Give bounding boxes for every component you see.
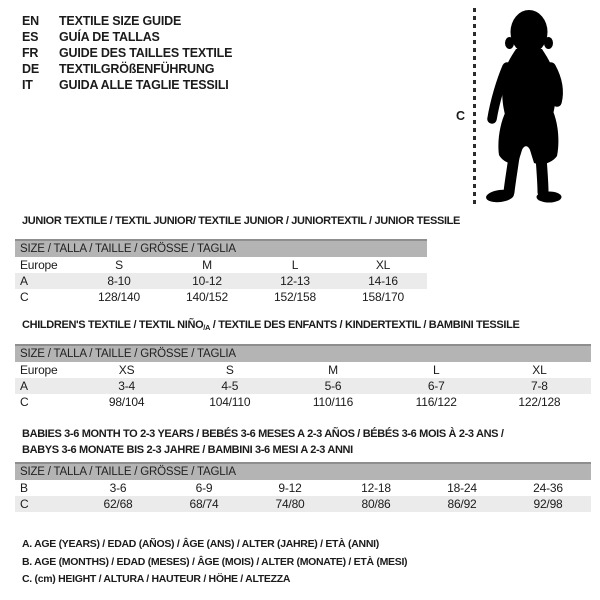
size-header-bar: SIZE / TALLA / TAILLE / GRÖSSE / TAGLIA	[15, 239, 427, 257]
table-cell: M	[202, 258, 212, 272]
language-code: FR	[22, 46, 39, 60]
table-cell: S	[115, 258, 123, 272]
children-section-title	[22, 319, 519, 332]
footnote-age-months: B. AGE (MONTHS) / EDAD (MESES) / ÂGE (MOIS) / ALTER (MONATE) / ETÀ (MESI)	[22, 555, 408, 568]
table-cell: 12-13	[280, 274, 310, 288]
table-cell: M	[328, 363, 338, 377]
table-row-height	[15, 496, 591, 512]
row-label: C	[20, 497, 29, 511]
table-cell: 3-4	[118, 379, 135, 393]
language-code: IT	[22, 78, 33, 92]
babies-section-title	[22, 426, 504, 458]
language-code: EN	[22, 14, 39, 28]
table-cell: 4-5	[221, 379, 239, 393]
table-row-age	[15, 378, 591, 394]
table-cell: 62/68	[103, 497, 133, 511]
size-header-bar: SIZE / TALLA / TAILLE / GRÖSSE / TAGLIA	[15, 344, 591, 362]
title-line-1: BABIES 3-6 MONTH TO 2-3 YEARS / BEBÉS 3-6 MESES A 2-3 AÑOS / BÉBÉS 3-6 MOIS À 2-3 ANS /	[22, 428, 504, 440]
table-row-months	[15, 480, 591, 496]
language-label: GUÍA DE TALLAS	[59, 30, 160, 44]
table-cell: L	[291, 258, 299, 272]
children-size-table	[15, 344, 591, 410]
language-row-es	[22, 29, 232, 45]
table-cell: 12-18	[361, 481, 391, 495]
row-label: C	[20, 395, 29, 409]
table-cell: 7-8	[531, 379, 548, 393]
row-label: Europe	[20, 363, 58, 377]
title-text: / TEXTILE DES ENFANTS / KINDERTEXTIL / BAMBINI TESSILE	[210, 319, 520, 331]
babies-size-table	[15, 462, 591, 512]
table-cell: 9-12	[278, 481, 302, 495]
footnote-age-years: A. AGE (YEARS) / EDAD (AÑOS) / ÂGE (ANS) / ALTER (JAHRE) / ETÀ (ANNI)	[22, 538, 379, 550]
table-cell: 6-9	[195, 481, 213, 495]
table-cell: 122/128	[518, 395, 561, 409]
table-cell: 152/158	[274, 290, 316, 304]
table-cell: 98/104	[108, 395, 145, 409]
size-header-bar: SIZE / TALLA / TAILLE / GRÖSSE / TAGLIA	[15, 462, 591, 480]
table-cell: 158/170	[362, 290, 404, 304]
language-label: TEXTILE SIZE GUIDE	[59, 14, 182, 28]
language-row-en	[22, 13, 232, 29]
table-cell: 18-24	[447, 481, 477, 495]
title-line-2: BABYS 3-6 MONATE BIS 2-3 JAHRE / BAMBINI 3-6 MESI A 2-3 ANNI	[22, 444, 353, 456]
table-cell: XL	[375, 258, 391, 272]
toddler-silhouette-icon	[478, 5, 570, 205]
table-cell: 140/152	[186, 290, 228, 304]
language-row-fr	[22, 45, 232, 61]
junior-size-table	[15, 239, 427, 305]
language-title-list	[22, 13, 232, 93]
title-text: CHILDREN'S TEXTILE / TEXTIL NIÑO	[22, 319, 204, 331]
legend-footnotes	[22, 536, 407, 589]
language-row-de	[22, 61, 232, 77]
table-cell: L	[432, 363, 440, 377]
table-cell: 74/80	[275, 497, 305, 511]
table-cell: 14-16	[368, 274, 398, 288]
table-cell: 92/98	[533, 497, 563, 511]
language-row-it	[22, 77, 232, 93]
table-cell: S	[225, 363, 234, 377]
table-cell: 128/140	[98, 290, 140, 304]
footnote-height: C. (cm) HEIGHT / ALTURA / HAUTEUR / HÖHE / ALTEZZA	[22, 573, 291, 585]
table-cell: 104/110	[209, 395, 251, 409]
language-code: DE	[22, 62, 39, 76]
title-subscript: /A	[203, 323, 211, 332]
table-cell: 10-12	[192, 274, 222, 288]
table-cell: XL	[532, 363, 547, 377]
row-label: A	[20, 274, 28, 288]
table-row-europe	[15, 257, 427, 273]
table-cell: 116/122	[415, 395, 457, 409]
table-cell: 3-6	[109, 481, 127, 495]
language-code: ES	[22, 30, 39, 44]
language-label: TEXTILGRÖßENFÜHRUNG	[59, 62, 215, 76]
table-cell: 68/74	[189, 497, 219, 511]
table-cell: 80/86	[361, 497, 391, 511]
table-cell: 6-7	[427, 379, 445, 393]
table-row-height	[15, 289, 427, 305]
table-cell: 110/116	[312, 395, 354, 409]
junior-section-title: JUNIOR TEXTILE / TEXTIL JUNIOR/ TEXTILE JUNIOR / JUNIORTEXTIL / JUNIOR TESSILE	[22, 215, 461, 227]
height-measure-label: C	[456, 109, 466, 123]
table-row-age	[15, 273, 427, 289]
table-cell: XS	[118, 363, 135, 377]
table-cell: 5-6	[324, 379, 342, 393]
row-label: Europe	[20, 258, 58, 272]
height-measure-dashed-line	[473, 8, 476, 206]
table-cell: 24-36	[533, 481, 563, 495]
language-label: GUIDA ALLE TAGLIE TESSILI	[59, 78, 229, 92]
table-cell: 8-10	[107, 274, 131, 288]
language-label: GUIDE DES TAILLES TEXTILE	[59, 46, 233, 60]
row-label: C	[20, 290, 29, 304]
row-label: A	[20, 379, 28, 393]
table-row-height	[15, 394, 591, 410]
table-cell: 86/92	[447, 497, 477, 511]
table-row-europe	[15, 362, 591, 378]
row-label: B	[20, 481, 28, 495]
